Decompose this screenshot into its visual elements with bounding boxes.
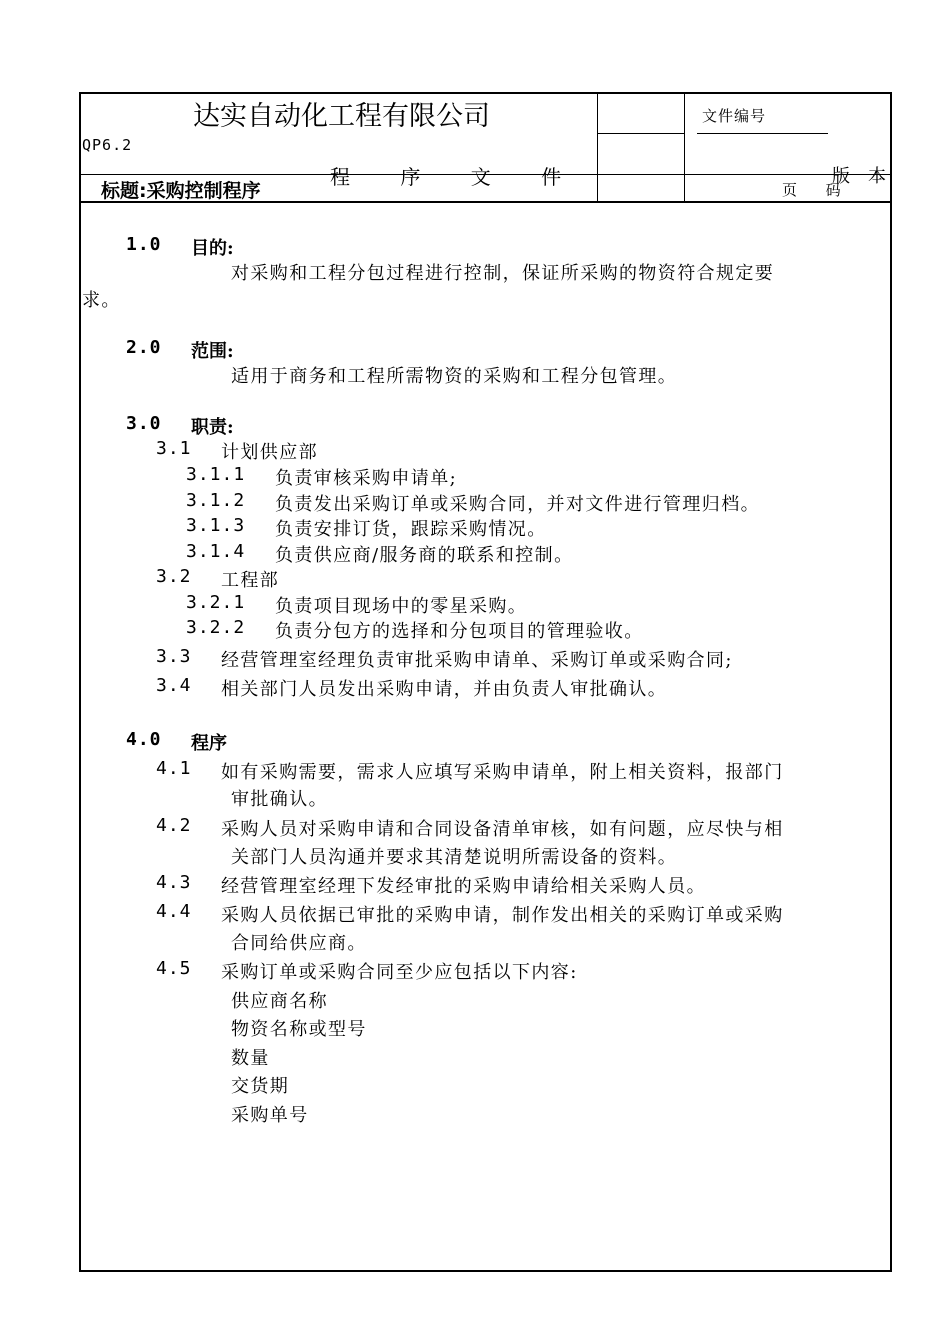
- item-text: 计划供应部: [221, 442, 318, 463]
- item-number: 3.1: [156, 438, 192, 459]
- section-2-number: 2.0: [126, 337, 162, 358]
- step-text-line-2: 关部门人员沟通并要求其清楚说明所需设备的资料。: [231, 847, 678, 868]
- section-1-text-line-1: 对采购和工程分包过程进行控制，保证所采购的物资符合规定要: [231, 263, 775, 284]
- item-number: 3.4: [156, 675, 192, 696]
- section-3-number: 3.0: [126, 413, 162, 434]
- step-text-line-1: 采购人员对采购申请和合同设备清单审核，如有问题，应尽快与相: [221, 819, 784, 840]
- item-number: 3.1.2: [186, 490, 246, 511]
- item-text: 负责安排订货，跟踪采购情况。: [275, 519, 547, 540]
- item-text: 经营管理室经理负责审批采购申请单、采购订单或采购合同;: [221, 650, 733, 671]
- document-title: 标题:采购控制程序: [101, 180, 261, 202]
- item-number: 3.1.4: [186, 541, 246, 562]
- section-2-text: 适用于商务和工程所需物资的采购和工程分包管理。: [231, 366, 678, 387]
- item-text: 负责供应商/服务商的联系和控制。: [275, 545, 574, 566]
- item-number: 3.1.3: [186, 515, 246, 536]
- section-4-number: 4.0: [126, 729, 162, 750]
- section-1-number: 1.0: [126, 234, 162, 255]
- doc-number-label: 文件编号: [702, 107, 767, 125]
- item-number: 3.1.1: [186, 464, 246, 485]
- step-number: 4.4: [156, 901, 192, 922]
- step-number: 4.2: [156, 815, 192, 836]
- section-2-heading: 范围:: [191, 341, 234, 362]
- section-1-heading: 目的:: [191, 238, 234, 259]
- version-label: 版本: [832, 166, 904, 187]
- doc-code: QP6.2: [82, 136, 133, 154]
- page-number-label: 页 码: [782, 181, 841, 199]
- item-text: 负责发出采购订单或采购合同，并对文件进行管理归档。: [275, 494, 760, 515]
- step-text-line-2: 审批确认。: [231, 789, 328, 810]
- step-text-line-1: 采购人员依据已审批的采购申请，制作发出相关的采购订单或采购: [221, 905, 784, 926]
- section-4-heading: 程序: [191, 733, 227, 754]
- item-number: 3.2.1: [186, 592, 246, 613]
- step-number: 4.5: [156, 958, 192, 979]
- section-1-text-line-2: 求。: [82, 290, 121, 311]
- content-item-quantity: 数量: [231, 1048, 270, 1069]
- company-name: 达实自动化工程有限公司: [193, 101, 490, 132]
- item-number: 3.2.2: [186, 617, 246, 638]
- item-text: 工程部: [221, 570, 280, 591]
- step-text-line-2: 合同给供应商。: [231, 933, 367, 954]
- step-number: 4.3: [156, 872, 192, 893]
- step-text-line-1: 如有采购需要，需求人应填写采购申请单，附上相关资料，报部门: [221, 762, 784, 783]
- content-item-material-name: 物资名称或型号: [231, 1019, 367, 1040]
- step-text-line-1: 经营管理室经理下发经审批的采购申请给相关采购人员。: [221, 876, 706, 897]
- item-number: 3.3: [156, 646, 192, 667]
- content-item-delivery-date: 交货期: [231, 1076, 290, 1097]
- content-item-order-number: 采购单号: [231, 1105, 309, 1126]
- item-text: 负责分包方的选择和分包项目的管理验收。: [275, 621, 644, 642]
- item-text: 相关部门人员发出采购申请，并由负责人审批确认。: [221, 679, 668, 700]
- item-text: 负责审核采购申请单;: [275, 468, 458, 489]
- item-number: 3.2: [156, 566, 192, 587]
- step-text-line-1: 采购订单或采购合同至少应包括以下内容:: [221, 962, 578, 983]
- doc-type: 程 序 文 件: [330, 165, 584, 189]
- section-3-heading: 职责:: [191, 417, 234, 438]
- item-text: 负责项目现场中的零星采购。: [275, 596, 528, 617]
- content-item-supplier-name: 供应商名称: [231, 991, 328, 1012]
- step-number: 4.1: [156, 758, 192, 779]
